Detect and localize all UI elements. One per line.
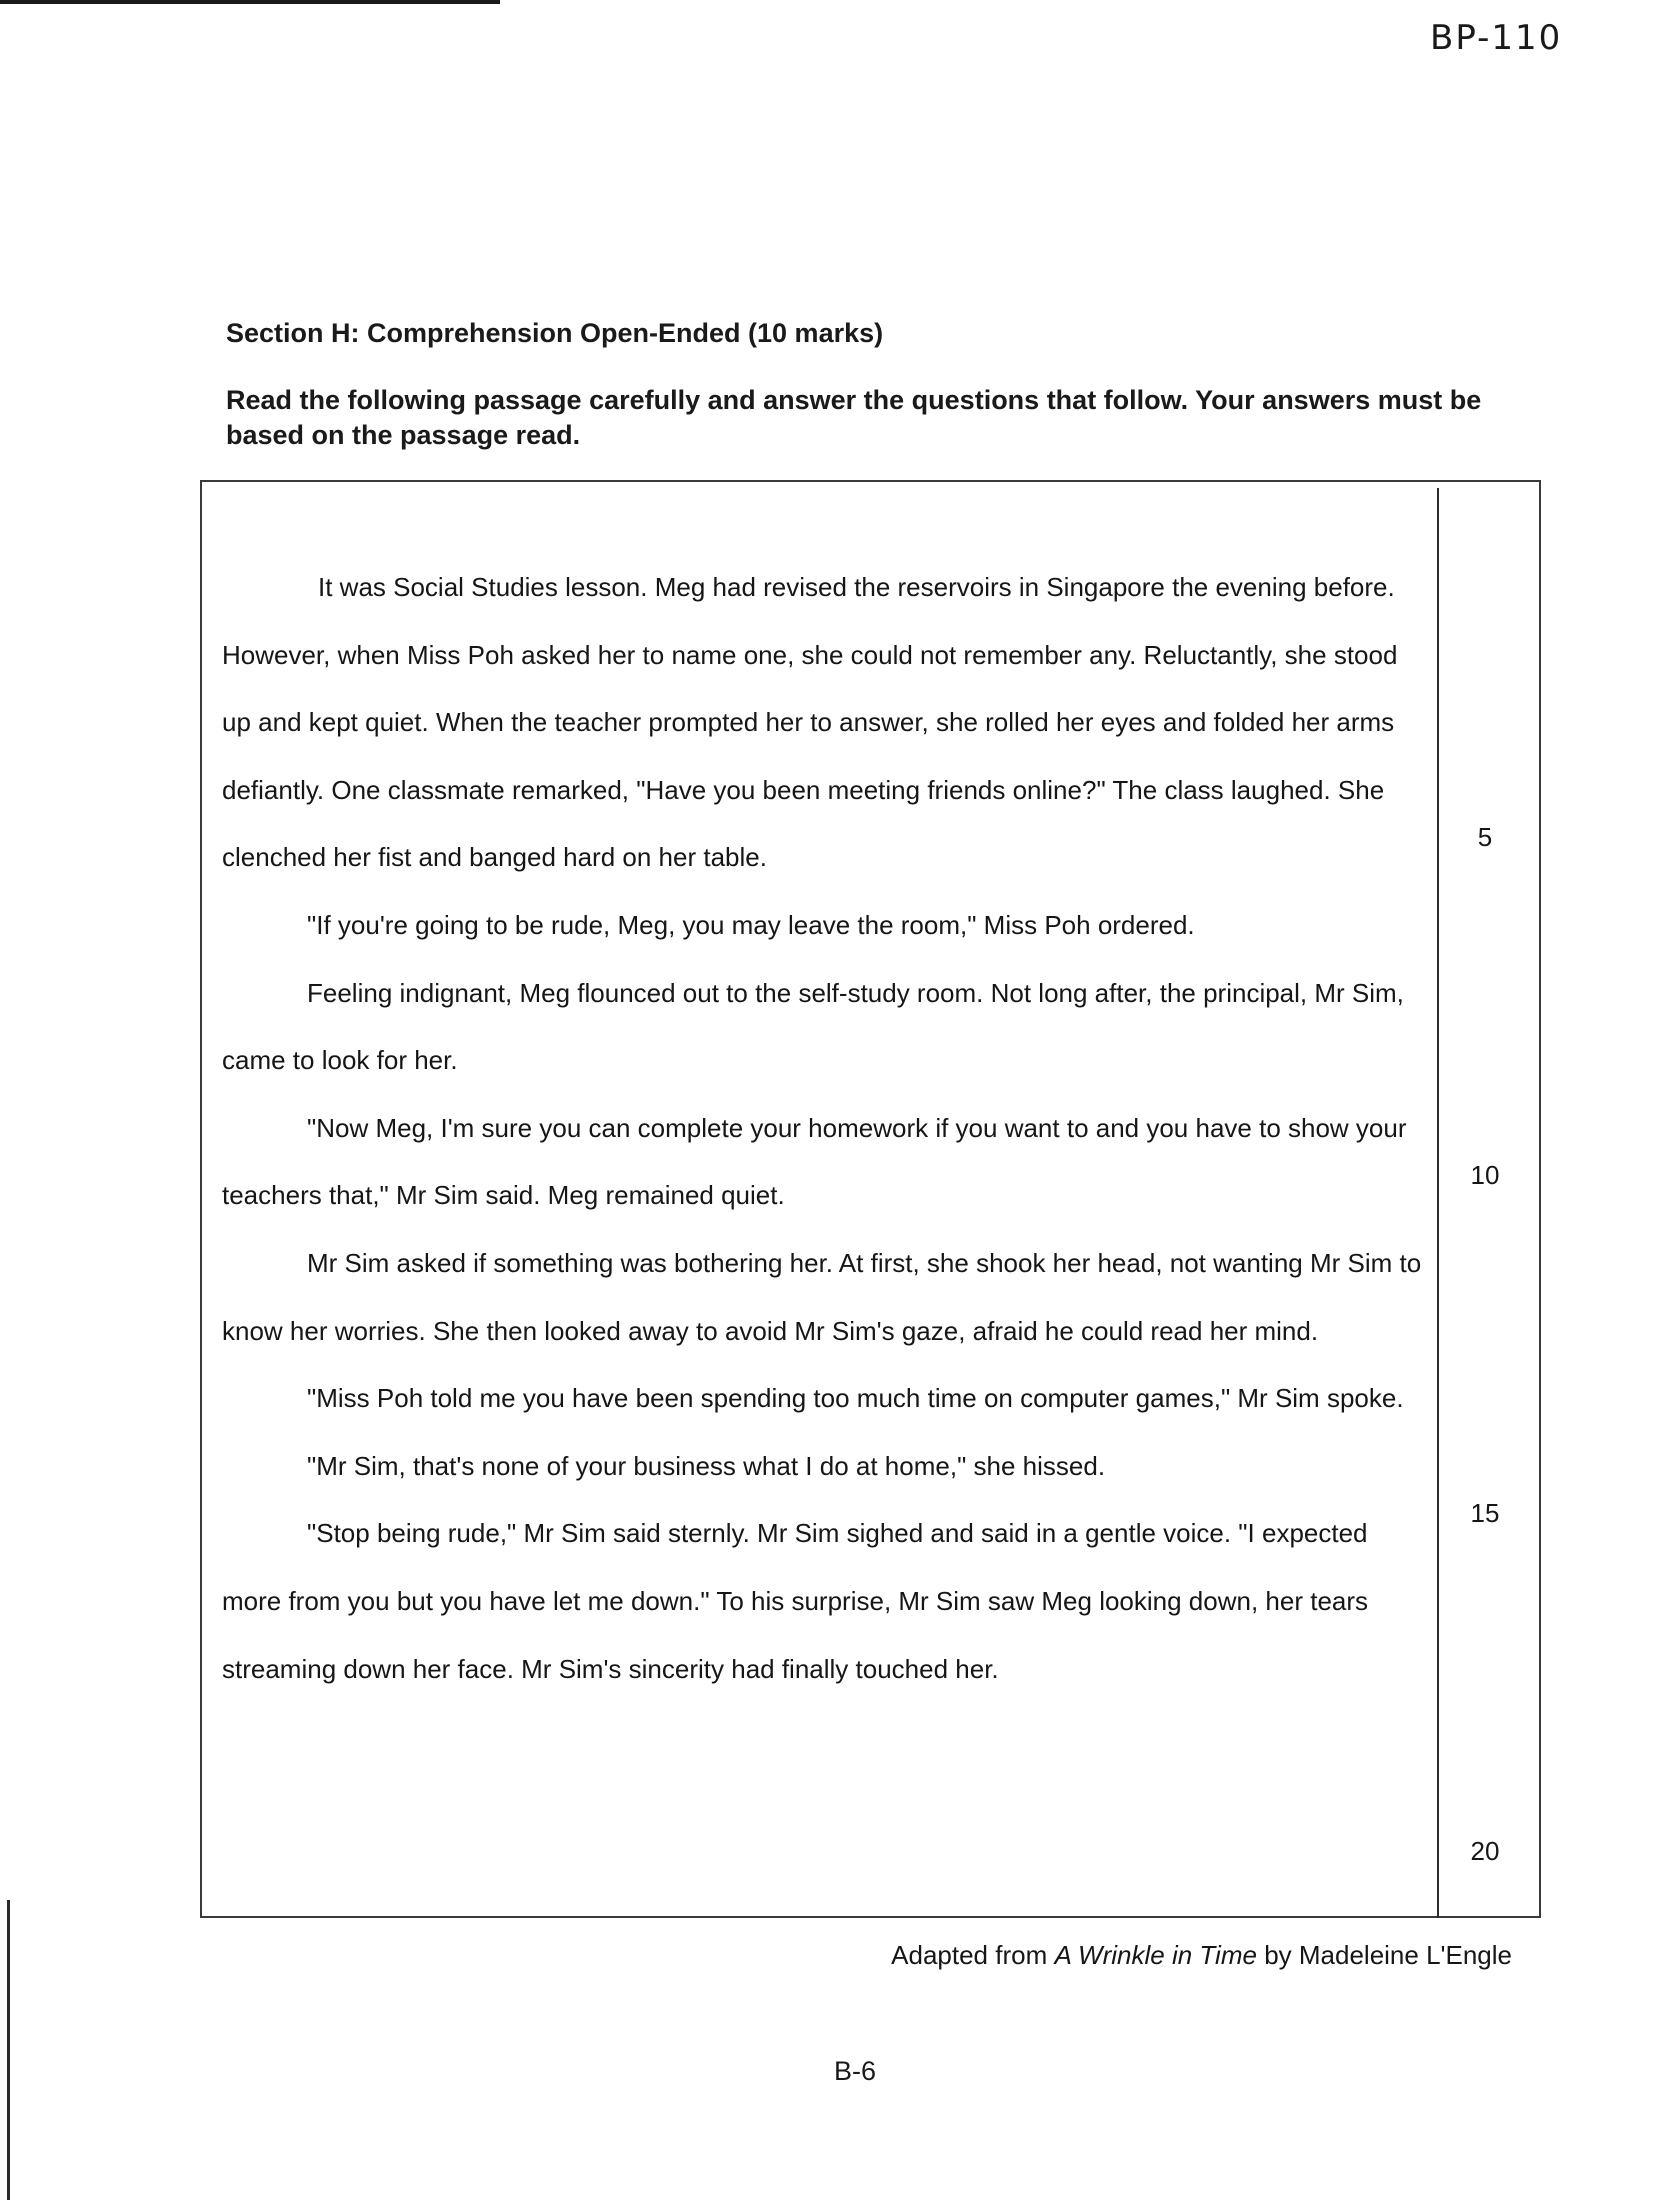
line-number-15: 15 bbox=[1470, 1498, 1500, 1528]
top-rule bbox=[0, 0, 500, 4]
passage bbox=[222, 554, 1432, 1703]
passage-paragraph: "Miss Poh told me you have been spending too much time on computer games," Mr Sim spoke. bbox=[307, 1383, 1404, 1414]
line-number-10: 10 bbox=[1470, 1160, 1500, 1190]
source-book-title: A Wrinkle in Time bbox=[1054, 1940, 1257, 1970]
source-suffix: by Madeleine L'Engle bbox=[1256, 1940, 1512, 1970]
instructions: Read the following passage carefully and answer the questions that follow. Your answers must be based on the passage read. bbox=[226, 385, 1482, 450]
passage-paragraph: Mr Sim asked if something was bothering her. At first, she shook her head, not wanting Mr Sim to know her worries. She then looked away to avoid Mr Sim's gaze, afraid he could read her mind. bbox=[222, 1247, 1422, 1346]
line-number-5: 5 bbox=[1477, 822, 1493, 852]
source-prefix: Adapted from bbox=[891, 1940, 1055, 1970]
source-attribution bbox=[891, 1940, 1512, 1971]
passage-paragraph: "If you're going to be rude, Meg, you may leave the room," Miss Poh ordered. bbox=[307, 909, 1195, 940]
section-title: Section H: Comprehension Open-Ended (10 marks) bbox=[226, 318, 884, 348]
line-number-divider bbox=[1437, 488, 1439, 1918]
passage-paragraph: "Mr Sim, that's none of your business what I do at home," she hissed. bbox=[307, 1450, 1106, 1481]
page-number: B-6 bbox=[833, 2056, 877, 2086]
left-margin-rule bbox=[7, 1900, 10, 2200]
document-code: BP-110 bbox=[1430, 18, 1563, 58]
passage-paragraph: Feeling indignant, Meg flounced out to the self-study room. Not long after, the principal, Mr Sim, came to look for her. bbox=[222, 977, 1404, 1076]
line-number-20: 20 bbox=[1470, 1836, 1500, 1866]
passage-paragraph: "Stop being rude," Mr Sim said sternly. Mr Sim sighed and said in a gentle voice. "I expected more from you but you have let me down." To his surprise, Mr Sim saw Meg looking down, her tears streaming down her face. Mr Sim's sincerity had finally touched her. bbox=[222, 1518, 1369, 1684]
passage-paragraph: "Now Meg, I'm sure you can complete your homework if you want to and you have to show your teachers that," Mr Sim said. Meg remained quiet. bbox=[222, 1112, 1407, 1211]
passage-paragraph: It was Social Studies lesson. Meg had revised the reservoirs in Singapore the evening before. However, when Miss Poh asked her to name one, she could not remember any. Reluctantly, she stood up and kept quiet. When the teacher prompted her to answer, she rolled her eyes and folded her arms defiantly. One classmate remarked, "Have you been meeting friends online?" The class laughed. She clenched her fist and banged hard on her table. bbox=[222, 572, 1398, 873]
